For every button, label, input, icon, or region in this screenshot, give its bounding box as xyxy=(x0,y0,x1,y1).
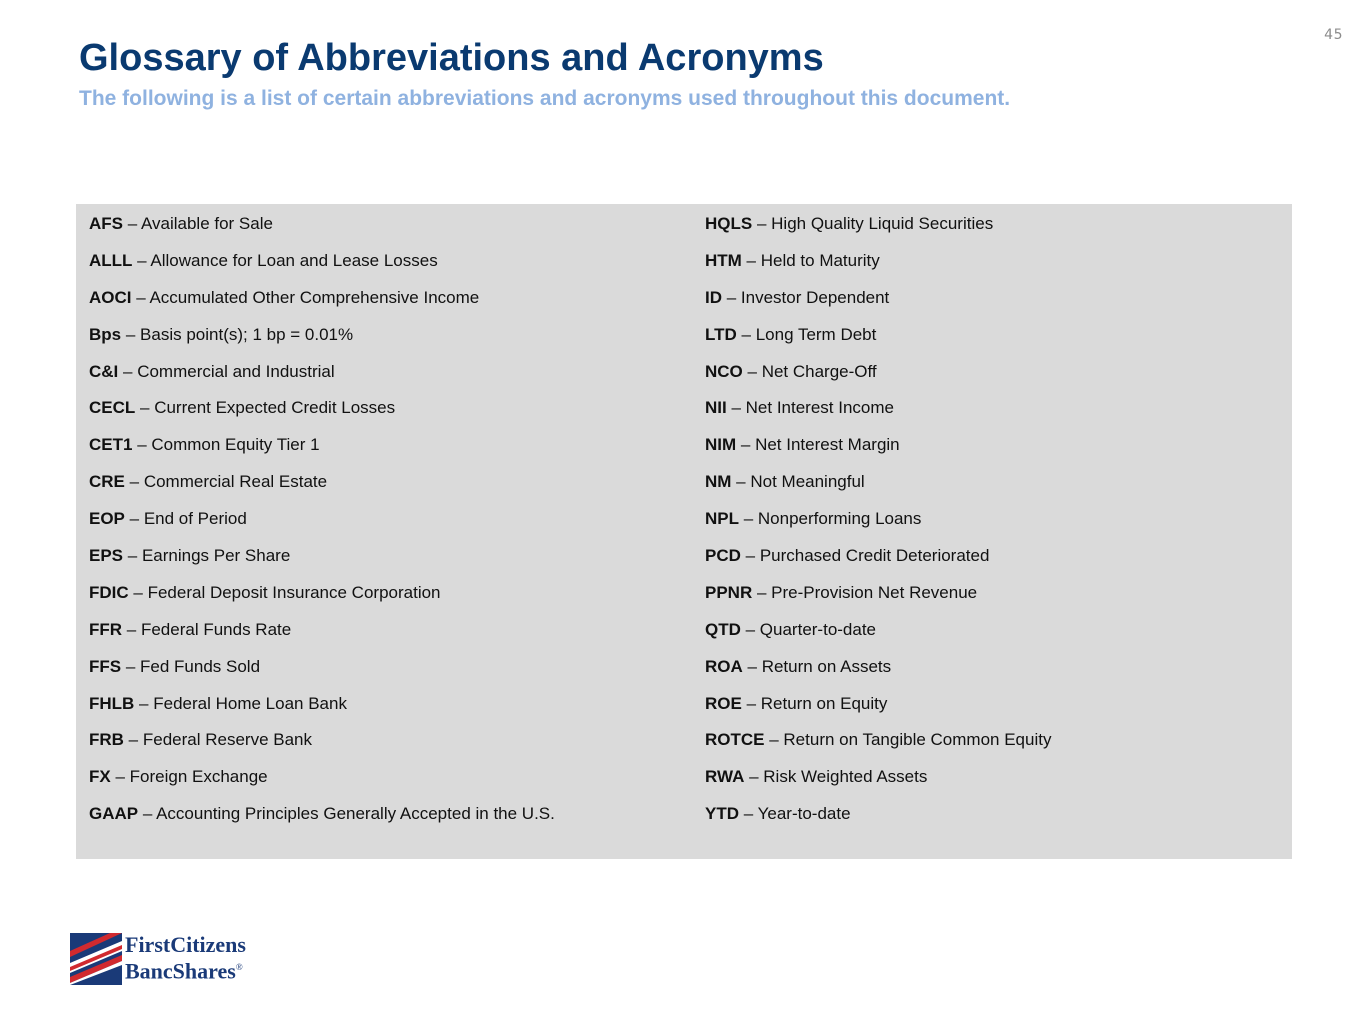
glossary-definition: Accounting Principles Generally Accepted in the U.S. xyxy=(156,804,555,824)
glossary-definition: Quarter-to-date xyxy=(759,619,877,639)
glossary-definition: Return on Assets xyxy=(761,656,892,676)
glossary-term: AFS xyxy=(89,214,123,233)
glossary-definition: Fed Funds Sold xyxy=(140,656,261,676)
glossary-definition: Not Meaningful xyxy=(750,472,865,492)
page-title: Glossary of Abbreviations and Acronyms xyxy=(79,37,824,79)
glossary-entry xyxy=(705,655,1051,692)
glossary-entry xyxy=(89,323,555,360)
glossary-column-right xyxy=(705,212,1051,839)
glossary-definition: Commercial Real Estate xyxy=(143,472,328,492)
glossary-entry xyxy=(705,433,1051,470)
glossary-entry xyxy=(89,544,555,581)
glossary-term: RWA xyxy=(705,767,745,787)
glossary-term: NII xyxy=(705,398,727,418)
glossary-separator: – xyxy=(741,250,761,270)
glossary-separator: – xyxy=(131,287,150,307)
glossary-definition: Investor Dependent xyxy=(740,287,890,307)
glossary-term: FX xyxy=(89,767,111,787)
glossary-term: QTD xyxy=(705,619,741,639)
glossary-term: ROTCE xyxy=(705,730,765,750)
glossary-entry xyxy=(89,470,555,507)
glossary-definition: Federal Deposit Insurance Corporation xyxy=(147,582,441,602)
glossary-entry xyxy=(89,581,555,618)
glossary-term: FRB xyxy=(89,730,124,750)
glossary-separator: – xyxy=(744,767,764,787)
glossary-separator: – xyxy=(123,546,142,566)
glossary-separator: – xyxy=(752,214,772,233)
glossary-term: PPNR xyxy=(705,582,753,602)
glossary-separator: – xyxy=(736,324,756,344)
glossary-definition: Net Interest Margin xyxy=(755,435,900,455)
glossary-term: ROA xyxy=(705,656,743,676)
glossary-definition: Basis point(s); 1 bp = 0.01% xyxy=(140,324,354,344)
glossary-separator: – xyxy=(739,509,758,529)
glossary-entry xyxy=(89,433,555,470)
glossary-definition: Year-to-date xyxy=(757,804,851,824)
glossary-term: HTM xyxy=(705,250,742,270)
glossary-term: LTD xyxy=(705,324,737,344)
registered-mark: ® xyxy=(235,962,243,972)
glossary-separator: – xyxy=(134,693,154,713)
glossary-definition: Available for Sale xyxy=(140,214,273,233)
glossary-entry xyxy=(705,581,1051,618)
glossary-definition: Purchased Credit Deteriorated xyxy=(759,546,990,566)
glossary-definition: Federal Funds Rate xyxy=(140,619,292,639)
glossary-separator: – xyxy=(739,804,758,824)
glossary-term: NM xyxy=(705,472,732,492)
glossary-term: CRE xyxy=(89,472,125,492)
glossary-separator: – xyxy=(124,472,144,492)
glossary-separator: – xyxy=(138,804,157,824)
glossary-entry xyxy=(705,396,1051,433)
glossary-term: EPS xyxy=(89,546,124,566)
glossary-entry xyxy=(705,692,1051,729)
glossary-definition: End of Period xyxy=(143,509,247,529)
glossary-separator: – xyxy=(124,509,144,529)
glossary-entry xyxy=(705,728,1051,765)
glossary-term: AOCI xyxy=(89,287,132,307)
page-subtitle: The following is a list of certain abbreviations and acronyms used throughout this document. xyxy=(79,87,1011,110)
glossary-term: FFS xyxy=(89,656,122,676)
glossary-entry xyxy=(705,765,1051,802)
glossary-separator: – xyxy=(764,730,784,750)
glossary-definition: Common Equity Tier 1 xyxy=(151,435,320,455)
glossary-definition: Federal Home Loan Bank xyxy=(153,693,347,713)
page-number: 45 xyxy=(1324,27,1343,43)
glossary-term: NPL xyxy=(705,509,739,529)
glossary-term: PCD xyxy=(705,546,741,566)
glossary-term: CECL xyxy=(89,398,136,418)
glossary-term: Bps xyxy=(89,324,122,344)
logo-line-2-text: BancShares xyxy=(125,958,236,984)
glossary-definition: Return on Equity xyxy=(760,693,888,713)
glossary-definition: Foreign Exchange xyxy=(129,767,268,787)
glossary-separator: – xyxy=(121,324,141,344)
glossary-entry xyxy=(89,728,555,765)
glossary-term: FHLB xyxy=(89,693,135,713)
glossary-separator: – xyxy=(722,287,741,307)
glossary-term: ROE xyxy=(705,693,742,713)
glossary-entry xyxy=(89,286,555,323)
glossary-definition: Net Charge-Off xyxy=(761,361,877,381)
glossary-entry xyxy=(89,507,555,544)
logo-wordmark xyxy=(125,933,246,982)
glossary-definition: Allowance for Loan and Lease Losses xyxy=(150,250,438,270)
glossary-separator: – xyxy=(731,472,751,492)
glossary-entry xyxy=(89,249,555,286)
glossary-entry xyxy=(705,323,1051,360)
logo-line-1: FirstCitizens xyxy=(125,932,246,957)
glossary-term: GAAP xyxy=(89,804,139,824)
glossary-separator: – xyxy=(740,546,760,566)
glossary-panel xyxy=(76,204,1292,859)
glossary-definition: Federal Reserve Bank xyxy=(142,730,312,750)
glossary-entry xyxy=(89,360,555,397)
glossary-separator: – xyxy=(135,398,155,418)
glossary-term: HQLS xyxy=(705,214,753,233)
glossary-definition: High Quality Liquid Securities xyxy=(771,214,994,233)
glossary-term: ID xyxy=(705,287,722,307)
glossary-separator: – xyxy=(118,361,138,381)
glossary-term: EOP xyxy=(89,509,125,529)
glossary-entry xyxy=(705,802,1051,839)
glossary-term: C&I xyxy=(89,361,119,381)
glossary-entry xyxy=(89,692,555,729)
logo-line-2 xyxy=(125,956,246,982)
company-logo xyxy=(70,931,260,989)
glossary-definition: Pre-Provision Net Revenue xyxy=(771,582,978,602)
glossary-entry xyxy=(705,212,1051,249)
glossary-entry xyxy=(89,618,555,655)
glossary-separator: – xyxy=(726,398,746,418)
glossary-term: ALLL xyxy=(89,250,133,270)
glossary-separator: – xyxy=(742,656,762,676)
glossary-term: NCO xyxy=(705,361,743,381)
glossary-separator: – xyxy=(742,361,762,381)
glossary-separator: – xyxy=(123,730,143,750)
glossary-entry xyxy=(89,396,555,433)
glossary-separator: – xyxy=(121,656,141,676)
flag-logo-icon xyxy=(70,933,122,985)
glossary-entry xyxy=(705,286,1051,323)
glossary-separator: – xyxy=(123,214,141,233)
glossary-entry xyxy=(705,618,1051,655)
glossary-entry xyxy=(89,802,555,839)
glossary-definition: Current Expected Credit Losses xyxy=(154,398,396,418)
glossary-definition: Net Interest Income xyxy=(745,398,894,418)
glossary-separator: – xyxy=(736,435,756,455)
glossary-definition: Risk Weighted Assets xyxy=(763,767,928,787)
glossary-separator: – xyxy=(132,250,151,270)
glossary-definition: Earnings Per Share xyxy=(141,546,291,566)
glossary-separator: – xyxy=(132,435,152,455)
glossary-separator: – xyxy=(752,582,772,602)
glossary-definition: Long Term Debt xyxy=(755,324,877,344)
glossary-separator: – xyxy=(122,619,141,639)
glossary-term: CET1 xyxy=(89,435,133,455)
glossary-entry xyxy=(705,360,1051,397)
glossary-term: NIM xyxy=(705,435,737,455)
glossary-column-left xyxy=(89,212,555,839)
glossary-term: YTD xyxy=(705,804,739,824)
glossary-entry xyxy=(89,655,555,692)
glossary-separator: – xyxy=(741,693,761,713)
glossary-entry xyxy=(89,212,555,249)
glossary-separator: – xyxy=(110,767,130,787)
glossary-definition: Return on Tangible Common Equity xyxy=(783,730,1052,750)
glossary-definition: Accumulated Other Comprehensive Income xyxy=(149,287,480,307)
glossary-definition: Commercial and Industrial xyxy=(137,361,335,381)
glossary-term: FDIC xyxy=(89,582,129,602)
glossary-entry xyxy=(705,249,1051,286)
glossary-definition: Held to Maturity xyxy=(760,250,880,270)
glossary-definition: Nonperforming Loans xyxy=(757,509,922,529)
glossary-entry xyxy=(705,544,1051,581)
glossary-entry xyxy=(705,507,1051,544)
glossary-term: FFR xyxy=(89,619,123,639)
glossary-separator: – xyxy=(740,619,760,639)
glossary-entry xyxy=(89,765,555,802)
glossary-separator: – xyxy=(128,582,148,602)
glossary-entry xyxy=(705,470,1051,507)
